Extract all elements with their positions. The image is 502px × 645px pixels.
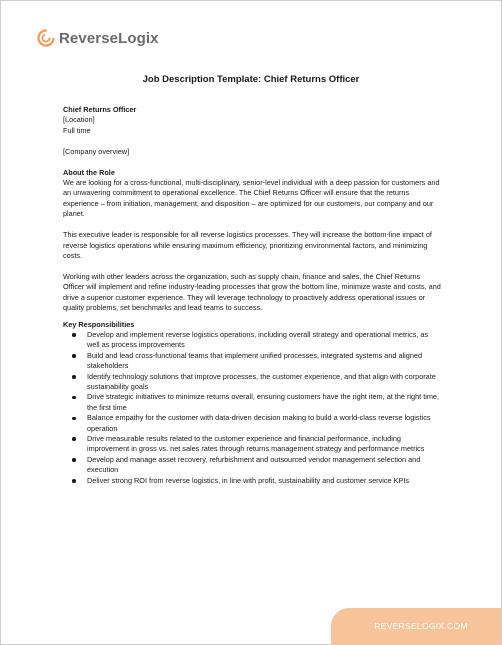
footer-band <box>331 608 501 644</box>
list-item: Drive measurable results related to the customer experience and financial performance, including improvement in gross vs. net sales rates through returns management strategy and performance metrics <box>87 434 441 455</box>
list-item: Build and lead cross-functional teams that implement unified processes, integrated systems and aligned stakeholders <box>87 351 441 372</box>
about-paragraph: Working with other leaders across the organization, such as supply chain, finance and sales, the Chief Returns Officer will implement and refine industry-leading processes that grow the bottom line, minimize waste and costs, and drive a superior customer experience. They will leverage technology to proactively address operational issues or quality problems, set benchmarks and lead teams to success. <box>63 271 441 313</box>
job-title: Chief Returns Officer <box>63 105 137 114</box>
document-body <box>63 105 441 486</box>
company-overview-placeholder: [Company overview] <box>63 146 130 156</box>
list-item: Develop and implement reverse logistics operations, including overall strategy and operational metrics, as well as process improvements <box>87 330 441 351</box>
location-placeholder: [Location] <box>63 115 95 125</box>
logo-text: ReverseLogix <box>59 29 159 47</box>
responsibilities-heading: Key Responsibilities <box>63 319 135 329</box>
list-item: Develop and manage asset recovery, refurbishment and outsourced vendor management selection and execution <box>87 455 441 476</box>
responsibilities-list <box>63 330 441 486</box>
website-link[interactable]: REVERSELOGIX.COM <box>374 621 468 631</box>
employment-type: Full time <box>63 125 91 135</box>
about-paragraph: This executive leader is responsible for all reverse logistics processes. They will increase the bottom-line impact of reverse logistics operations while ensuring maximum efficiency, prioritizing environmental factors, and minimizing costs. <box>63 230 432 260</box>
reverselogix-swirl-icon <box>36 28 56 48</box>
brand-logo <box>36 28 159 48</box>
list-item: Balance empathy for the customer with data-driven decision making to build a world-class reverse logistics operation <box>87 413 441 434</box>
list-item: Deliver strong ROI from reverse logistics, in line with profit, sustainability and customer service KPIs <box>87 476 441 486</box>
about-paragraph: We are looking for a cross-functional, multi-disciplinary, senior-level individual with a deep passion for customers and an unwavering commitment to operational excellence. The Chief Returns Officer will ensure that the returns experience – from initiation, management, and disposition – are optimized for our customers, our company and our planet. <box>63 178 440 219</box>
about-heading: About the Role <box>63 167 115 177</box>
document-title: Job Description Template: Chief Returns Officer <box>142 74 360 85</box>
list-item: Drive strategic initiatives to minimize returns overall, ensuring customers have the right item, at the right time, the first time <box>87 392 440 412</box>
list-item: Identify technology solutions that improve processes, the customer experience, and that align with corporate sustainability goals <box>87 372 441 393</box>
